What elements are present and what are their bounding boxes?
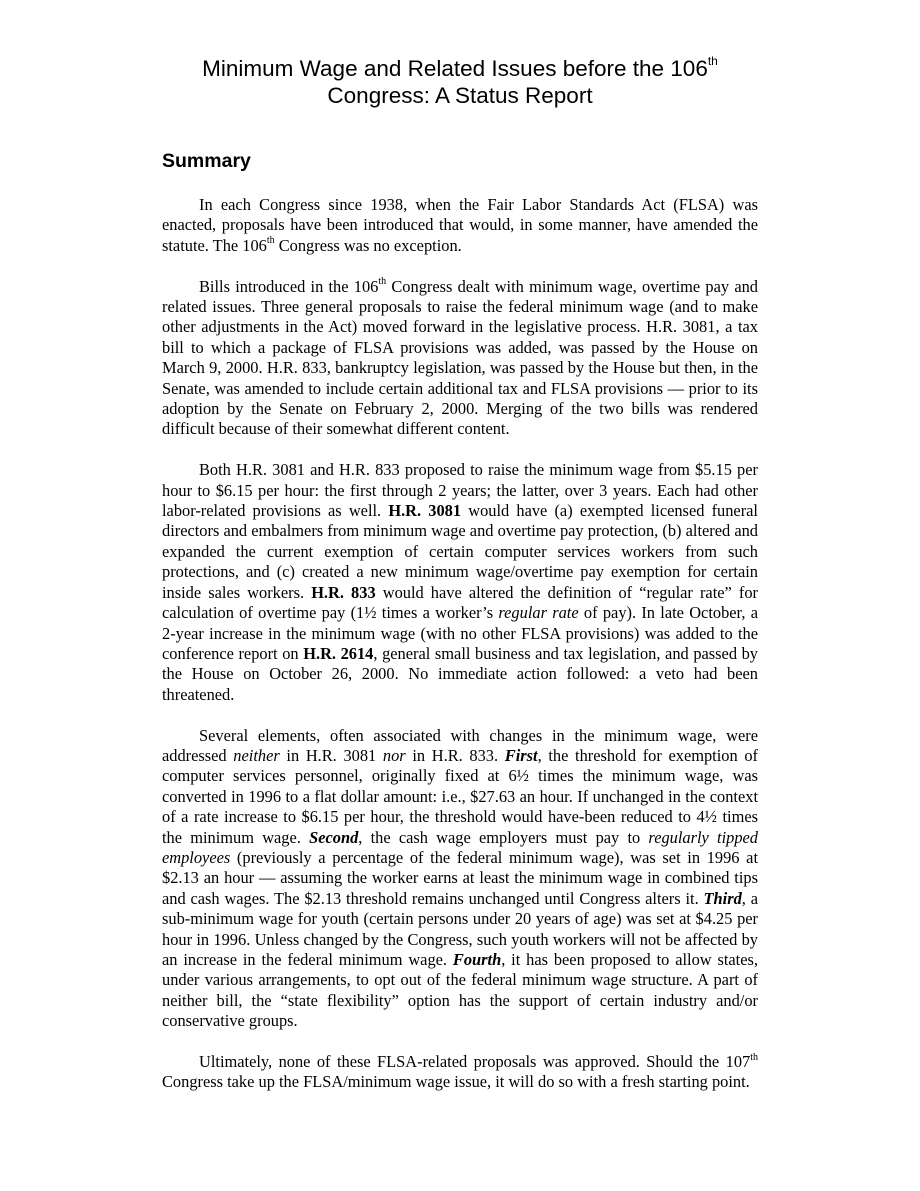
text-run: Congress take up the FLSA/minimum wage issue, it will do so with a fresh starting point. <box>162 1072 750 1092</box>
title-line-1: Minimum Wage and Related Issues before the 106 <box>202 56 708 81</box>
emphasis: neither <box>233 745 280 765</box>
text-run: of pay). In late October, a 2-year increase in the minimum wage (with no other FLSA provisions) was added to the conference report on <box>162 603 758 663</box>
ordinal-suffix: th <box>378 276 387 288</box>
text-run: (previously a percentage of the federal minimum wage), was set in 1996 at $2.13 an hour — assuming the worker earns at least the minimum wage in combined tips and cash wages. The $2.13 threshold remains unchanged until Congress alters it. <box>162 847 758 908</box>
summary-heading: Summary <box>162 150 251 172</box>
title-ordinal-suffix: th <box>707 53 718 68</box>
paragraph-1 <box>162 195 758 256</box>
document-title <box>130 55 790 109</box>
text-run: in H.R. 833. <box>405 745 505 765</box>
text-run: , the cash wage employers must pay to <box>358 827 649 847</box>
emphasis: regular rate <box>498 603 579 623</box>
text-run: , general small business and tax legislation, and passed by the House on October 26, 2000. No immediate action followed: a veto had been threatened. <box>162 643 759 704</box>
paragraph-4 <box>162 726 758 1032</box>
enumeration-label: First <box>504 745 538 765</box>
emphasis: nor <box>382 745 406 765</box>
text-run: would have altered the definition of “regular rate” for calculation of overtime pay (1½ times a worker’s <box>162 582 759 623</box>
enumeration-label: Third <box>703 888 742 908</box>
paragraph-2 <box>162 277 758 440</box>
paragraph-5 <box>162 1052 758 1093</box>
bill-reference: H.R. 833 <box>311 582 376 602</box>
summary-body <box>162 195 758 1113</box>
bill-reference: H.R. 3081 <box>388 501 462 521</box>
text-run: Several elements, often associated with changes in the minimum wage, were addressed <box>162 725 758 765</box>
title-line-2: Congress: A Status Report <box>327 83 593 108</box>
ordinal-suffix: th <box>750 1051 758 1063</box>
text-run: would have (a) exempted licensed funeral directors and embalmers from minimum wage and overtime pay protection, (b) altered and expanded the current exemption of certain computer services workers from such protections, and (c) created a new minimum wage/overtime pay exemption for certain inside sales workers. <box>162 501 758 602</box>
bill-reference: H.R. 2614 <box>303 643 374 663</box>
text-run: Both H.R. 3081 and H.R. 833 proposed to raise the minimum wage from $5.15 per hour to $6.15 per hour: the first through 2 years; the latter, over 3 years. Each had other labor-related provisions as well. <box>162 460 758 521</box>
text-run: Bills introduced in the 106 <box>199 276 379 296</box>
emphasis: regularly tipped employees <box>162 827 758 867</box>
paragraph-3 <box>162 460 758 705</box>
text-run: , the threshold for exemption of computer services personnel, originally fixed at 6½ times the minimum wage, was converted in 1996 to a flat dollar amount: i.e., $27.63 an hour. If unchanged in the context of a rate increase to $6.15 per hour, the threshold would have-been reduced to 4½ times the minimum wage. <box>162 745 758 847</box>
text-run: Congress was no exception. <box>274 235 462 255</box>
ordinal-suffix: th <box>266 235 275 247</box>
text-run: Ultimately, none of these FLSA-related proposals was approved. Should the 107 <box>199 1052 751 1071</box>
enumeration-label: Fourth <box>452 949 502 969</box>
text-run: , a sub-minimum wage for youth (certain persons under 20 years of age) was set at $4.25 per hour in 1996. Unless changed by the Congress, such youth workers will not be affected by an increase in the federal minimum wage. <box>162 888 758 969</box>
text-run: In each Congress since 1938, when the Fair Labor Standards Act (FLSA) was enacted, proposals have been introduced that would, in some manner, have amended the statute. The 106 <box>162 195 758 255</box>
enumeration-label: Second <box>309 827 359 847</box>
text-run: in H.R. 3081 <box>279 745 383 765</box>
text-run: , it has been proposed to allow states, under various arrangements, to opt out of the federal minimum wage structure. A part of neither bill, the “state flexibility” option has the support of certain industry and/or conservative groups. <box>162 949 758 1031</box>
text-run: Congress dealt with minimum wage, overtime pay and related issues. Three general proposals to raise the federal minimum wage (and to make other adjustments in the Act) moved forward in the legislative process. H.R. 3081, a tax bill to which a package of FLSA provisions was added, was passed by the House on March 9, 2000. H.R. 833, bankruptcy legislation, was passed by the House but then, in the Senate, was amended to include certain additional tax and FLSA provisions — prior to its adoption by the Senate on February 2, 2000. Merging of the two bills was rendered difficult because of their somewhat different content. <box>162 276 758 439</box>
